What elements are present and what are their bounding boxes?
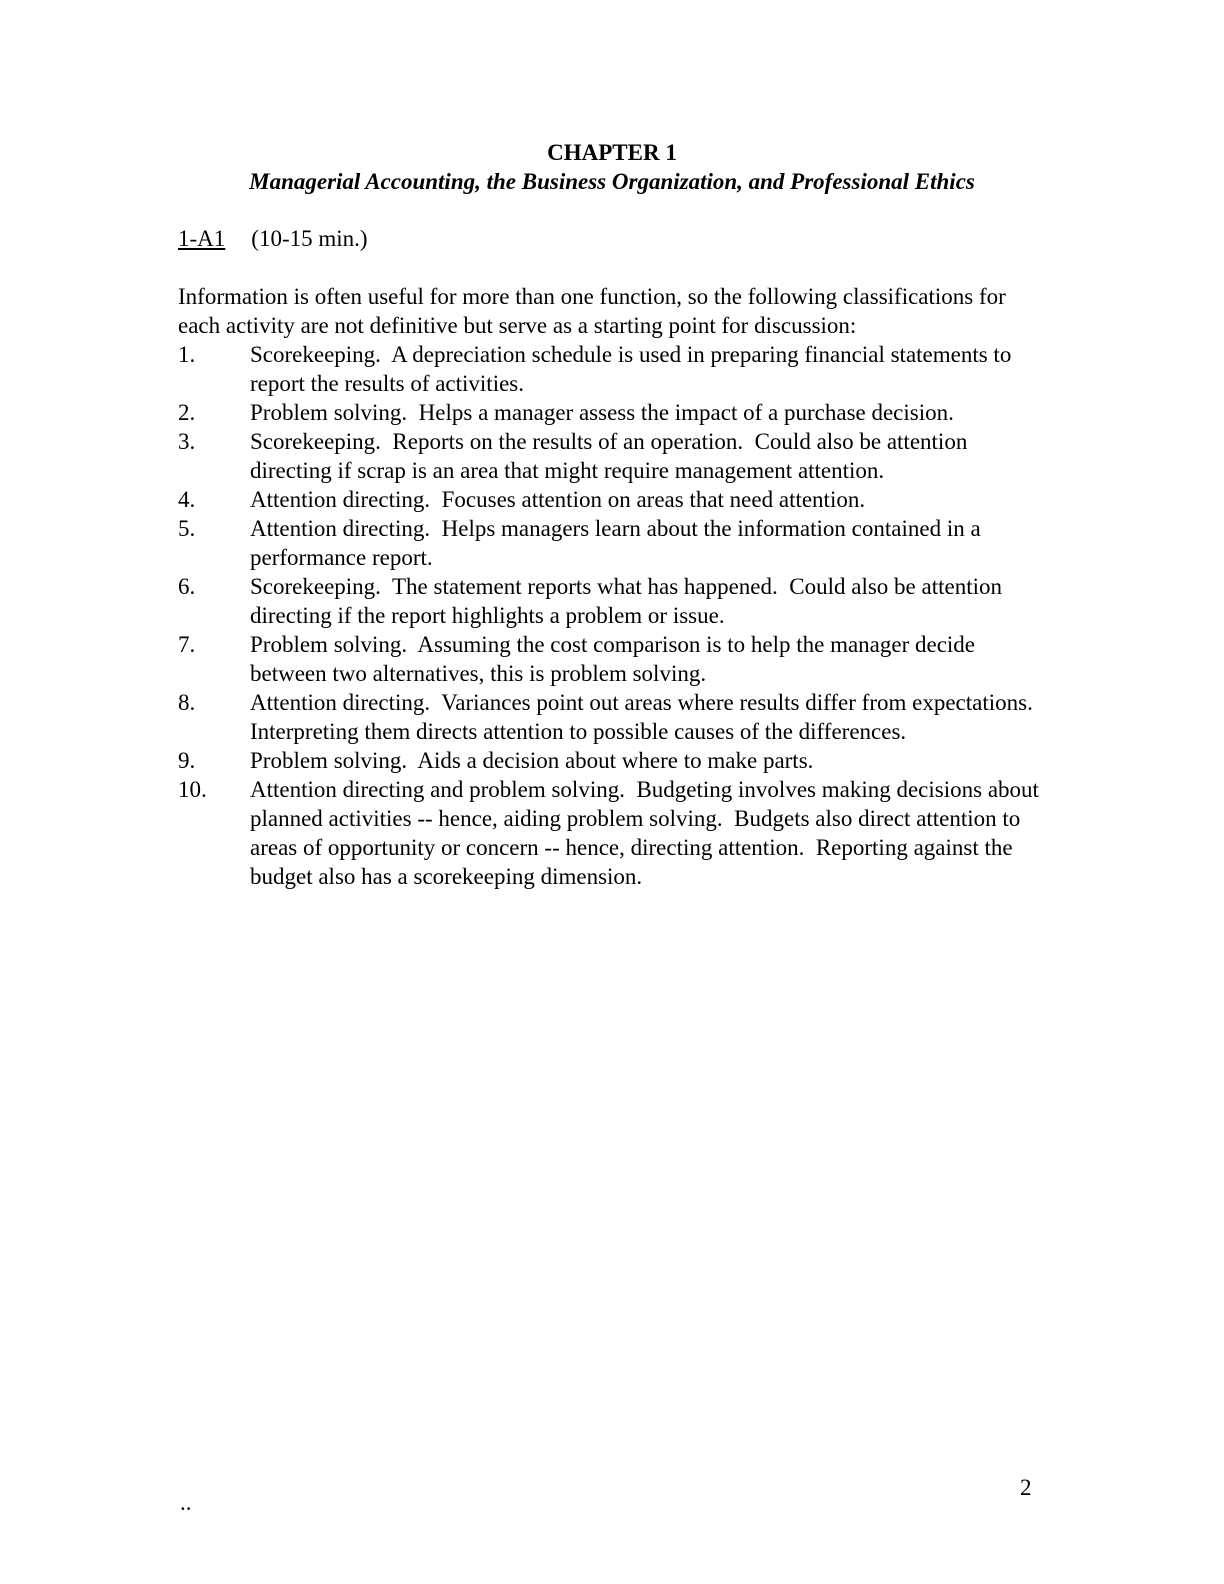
list-item (178, 630, 1046, 688)
page-content (178, 138, 1046, 891)
answer-list (178, 340, 1046, 891)
list-item-text: Problem solving. Assuming the cost comparison is to help the manager decide between two alternatives, this is problem solving. (250, 632, 981, 686)
page-number: 2 (1020, 1475, 1032, 1500)
list-item (178, 427, 1046, 485)
list-item-text: Attention directing and problem solving. Budgeting involves making decisions about planned activities -- hence, aiding problem solving. Budgets also direct attention to areas of opportunity or concern -- hence, directing attention. Reporting against the budget also has a scorekeeping dimension. (250, 777, 1045, 889)
list-item-number: 7. (178, 632, 196, 657)
list-item-text: Scorekeeping. The statement reports what has happened. Could also be attention directing if the report highlights a problem or issue. (250, 574, 1008, 628)
list-item-number: 6. (178, 574, 196, 599)
list-item-text: Scorekeeping. A depreciation schedule is used in preparing financial statements to report the results of activities. (250, 342, 1018, 396)
list-item-number: 3. (178, 429, 196, 454)
exercise-time: (10-15 min.) (251, 226, 368, 251)
list-item-number: 9. (178, 748, 196, 773)
list-item (178, 340, 1046, 398)
list-item-text: Problem solving. Helps a manager assess the impact of a purchase decision. (250, 400, 954, 425)
list-item-number: 10. (178, 777, 207, 802)
list-item (178, 688, 1046, 746)
list-item (178, 746, 1046, 775)
list-item-text: Attention directing. Focuses attention on areas that need attention. (250, 487, 866, 512)
list-item (178, 398, 1046, 427)
list-item-text: Scorekeeping. Reports on the results of an operation. Could also be attention directing if scrap is an area that might require management attention. (250, 429, 974, 483)
chapter-title: CHAPTER 1 (547, 140, 677, 165)
list-item (178, 775, 1046, 891)
list-item-text: Attention directing. Helps managers learn about the information contained in a performance report. (250, 516, 987, 570)
list-item-number: 4. (178, 487, 196, 512)
exercise-header (178, 224, 1046, 253)
chapter-subtitle: Managerial Accounting, the Business Organization, and Professional Ethics (249, 169, 975, 194)
list-item-number: 8. (178, 690, 196, 715)
exercise-label: 1-A1 (178, 226, 226, 251)
footer-mark: .. (180, 1490, 192, 1515)
list-item-text: Attention directing. Variances point out areas where results differ from expectations. Interpreting them directs attention to possible causes of the differences. (250, 690, 1045, 744)
list-item-number: 5. (178, 516, 196, 541)
intro-paragraph: Information is often useful for more than one function, so the following classifications for each activity are not definitive but serve as a starting point for discussion: (178, 284, 1012, 338)
list-item-text: Problem solving. Aids a decision about where to make parts. (250, 748, 814, 773)
list-item (178, 485, 1046, 514)
list-item-number: 2. (178, 400, 196, 425)
list-item (178, 514, 1046, 572)
list-item-number: 1. (178, 342, 196, 367)
list-item (178, 572, 1046, 630)
